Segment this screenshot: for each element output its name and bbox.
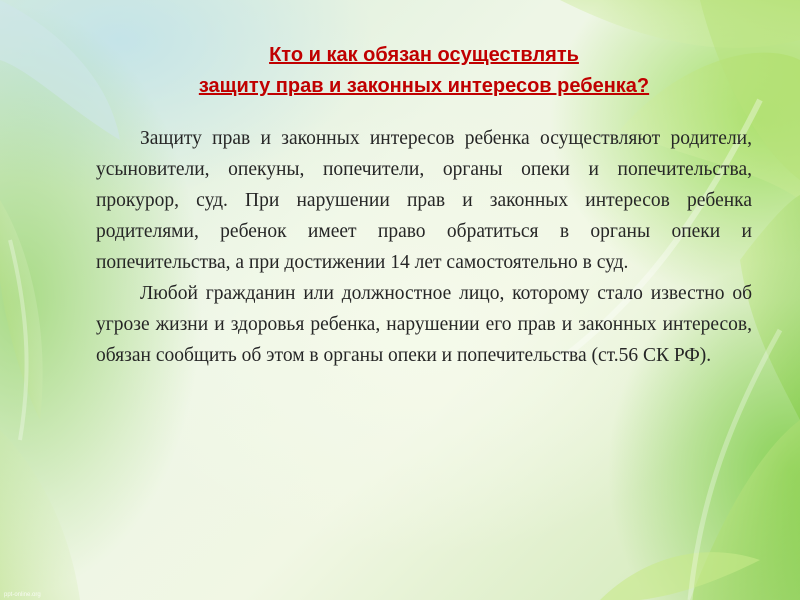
slide-body: [96, 123, 752, 371]
slide-title: [96, 40, 752, 102]
paragraph-duty-to-report: Любой гражданин или должностное лицо, которому стало известно об угрозе жизни и здоровья ребенка, нарушении его прав и законных интересов, обязан сообщить об этом в органы опеки и попечительства (ст.56 СК РФ).: [96, 283, 752, 366]
leaf-shape: [0, 430, 80, 600]
slide-content: [96, 40, 752, 371]
slide-title-line-2: защиту прав и законных интересов ребенка?: [198, 75, 650, 97]
paragraph-guardians: Защиту прав и законных интересов ребенка осуществляют родители, усыновители, опекуны, попечители, органы опеки и попечительства, прокурор, суд. При нарушении прав и законных интересов ребенка родителями, ребенок имеет право обратиться в органы опеки и попечительства, а при достижении 14 лет самостоятельно в суд.: [96, 128, 752, 273]
slide-title-line-1: Кто и как обязан осуществлять: [269, 44, 579, 66]
watermark: ppt-online.org: [4, 592, 41, 598]
